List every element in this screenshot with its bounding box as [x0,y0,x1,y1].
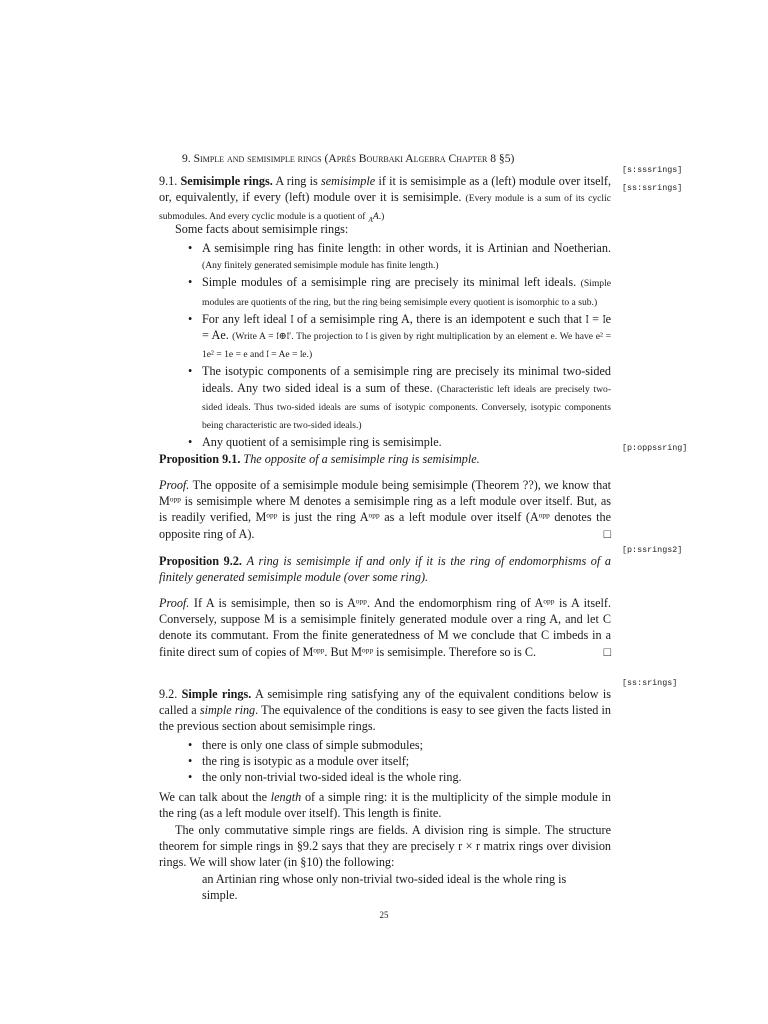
list-item: • The isotypic components of a semisimple ring are precisely its minimal two-sided ideals. Any two sided ideal is a sum of these. (Characteristic left ideals are precisely two-sided ideals. Thus two-sided ideals are sums of isotypic components. Conversely, isotypic components being characteristic are two-sided ideals.) [159,363,611,434]
qed-symbol: □ [603,526,611,541]
proposition-9-2 [159,553,611,585]
list-item-note: (Write A = 𝔩⊕𝔩′. The projection to 𝔩 is given by right multiplication by an element e. We have e² = 1e² = 1e = e and 𝔩 = Ae = 𝔩e.) [202,331,611,361]
conditions-bullets [159,737,611,786]
definition-text-a: A ring is [275,174,318,188]
list-item: • A semisimple ring has finite length: in other words, it is Artinian and Noetherian. (Any finitely generated semisimple module has finite length.) [159,240,611,274]
margin-label-ssrings2: [p:ssrings2] [622,545,683,555]
proposition-heading: Proposition 9.1. [159,452,241,466]
proof-9-2 [159,595,611,660]
subsection-heading: Semisimple rings. [180,174,273,188]
qed-symbol: □ [603,644,611,659]
list-item: • Any quotient of a semisimple ring is semisimple. [159,434,611,450]
list-item-note: (Simple modules are quotients of the ring, but the ring being semisimple every quotient is isomorphic to a sub.) [202,278,612,308]
proof-text: If A is semisimple, then so is Aᵒᵖᵖ. And the endomorphism ring of Aᵒᵖᵖ is A itself. Conversely, suppose M is a semisimple finitely generated module over a ring A, and let C denote its commutant. From the finite generatedness of M we conclude that C imbeds in a finite direct sum of copies of Mᵒᵖᵖ. But Mᵒᵖᵖ is semisimple. Therefore so is C. [159,596,612,659]
definition-text-a: A semisimple ring satisfying any of the equivalent conditions below is called a [159,687,611,718]
facts-bullets [159,240,611,450]
proof-label: Proof. [159,478,190,492]
list-item: • Simple modules of a semisimple ring are precisely its minimal left ideals. (Simple modules are quotients of the ring, but the ring being semisimple every quotient is isomorphic to a sub.) [159,274,611,310]
proposition-heading: Proposition 9.2. [159,554,242,568]
proof-label: Proof. [159,596,190,610]
conditions-list [159,737,611,786]
margin-label-srings: [ss:srings] [622,678,678,688]
proposition-statement: The opposite of a semisimple ring is semisimple. [243,452,480,466]
subsection-number: 9.1. [159,174,178,188]
list-item: • there is only one class of simple submodules; [159,737,611,753]
list-item: • For any left ideal 𝔩 of a semisimple ring A, there is an idempotent e such that 𝔩 = 𝔩e = Ae. (Write A = 𝔩⊕𝔩′. The projection to 𝔩 is given by right multiplication by an element e. We have e² = 1e² = 1e = e and 𝔩 = Ae = 𝔩e.) [159,311,611,364]
definition-text-b: if it is semisimple as a (left) module over itself, or, equivalently, if every (left) module over it is semisimple. [159,174,612,205]
list-item: • the only non-trivial two-sided ideal is the whole ring. [159,769,611,785]
subsection-heading: Simple rings. [181,687,252,701]
paragraph-length: We can talk about the length of a simple ring: it is the multiplicity of the simple module in the ring (as a left module over itself). This length is finite. [159,790,612,821]
note-math: $_A$A.) [368,211,385,225]
definition-note: (Every module is a sum of its cyclic submodules. And every cyclic module is a quotient of [159,193,611,223]
page-number: 25 [379,910,389,920]
margin-label-section: [s:sssrings] [622,165,683,175]
proposition-9-1 [159,451,611,467]
definition-text-b: . The equivalence of the conditions is easy to see given the facts listed in the previous section about semisimple rings. [159,703,611,734]
subsection-simple-rings [159,686,611,735]
defined-term: semisimple [321,174,376,188]
proposition-statement: A ring is semisimple if and only if it is the ring of endomorphisms of a finitely generated semisimple module (over some ring). [159,554,612,585]
margin-label-ssrings: [ss:ssrings] [622,183,683,193]
facts-intro: Some facts about semisimple rings: [175,222,349,236]
paragraph-structure: The only commutative simple rings are fields. A division ring is simple. The structure theorem for simple rings in §9.2 says that they are precisely r × r matrix rings over division rings. We will show later (in §10) the following: [159,823,611,870]
facts-list [159,240,611,450]
list-item-note: (Any finitely generated semisimple module has finite length.) [202,260,439,272]
emphasized-term: length [270,790,302,804]
list-item: • the ring is isotypic as a module over itself; [159,753,611,769]
margin-label-oppssring: [p:oppssring] [622,443,688,453]
list-item-note: (Characteristic left ideals are precisely two-sided ideals. Thus two-sided ideals are sums of isotypic components. Conversely, isotypic components being characteristic are two-sided ideals.) [202,383,612,432]
section-title: 9. Simple and semisimple rings (Après Bourbaki Algebra Chapter 8 §5) [182,152,515,165]
proof-9-1 [159,477,611,542]
defined-term: simple ring [199,703,256,718]
proof-text: The opposite of a semisimple module being semisimple (Theorem ??), we know that Mᵒᵖᵖ is semisimple where M denotes a semisimple ring as a left module over itself. But, as is readily verified, Mᵒᵖᵖ is just the ring Aᵒᵖᵖ as a left module over itself (Aᵒᵖᵖ denotes the opposite ring of A). [159,478,612,541]
quoted-statement: an Artinian ring whose only non-trivial two-sided ideal is the whole ring is simple. [202,872,567,903]
subsection-number: 9.2. [159,687,178,701]
